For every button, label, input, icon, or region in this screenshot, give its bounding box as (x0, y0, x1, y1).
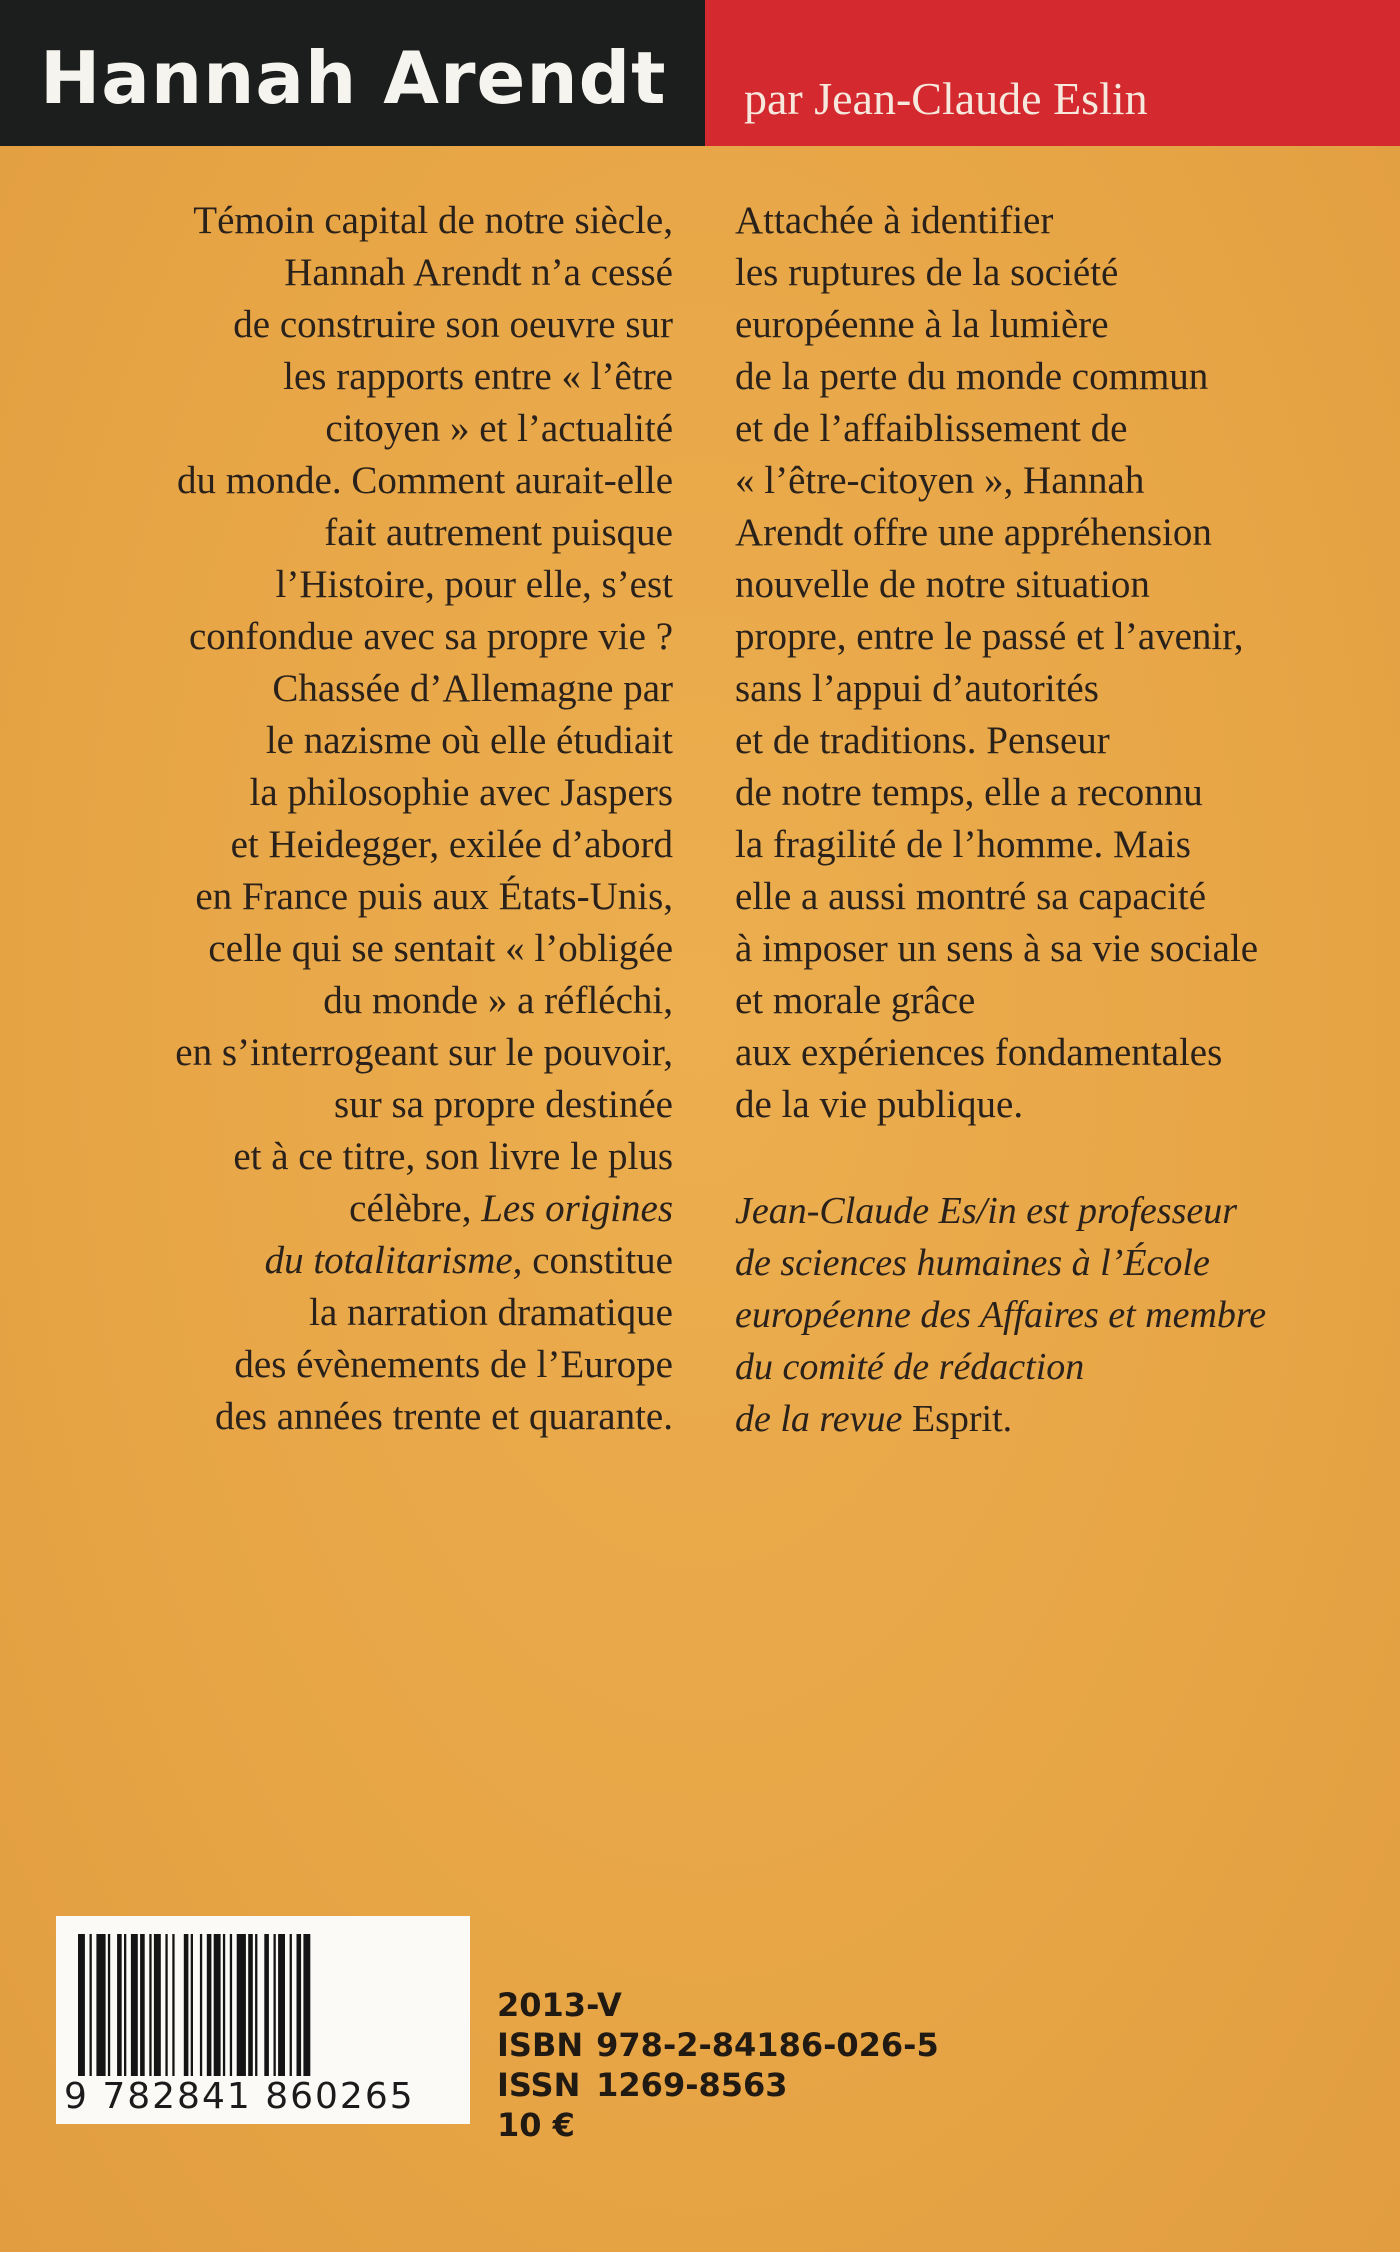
text-line: les rapports entre « l’être (283, 355, 673, 398)
text-line: sur sa propre destinée (334, 1083, 673, 1126)
barcode-label (56, 1916, 470, 2124)
barcode-bar (223, 1934, 225, 2076)
text-line: celle qui se sentait « l’obligée (208, 927, 673, 970)
bio-line: européenne des Affaires et membre (735, 1294, 1267, 1336)
text-fragment: constitue (522, 1239, 673, 1282)
text-line: en France puis aux États-Unis, (195, 875, 673, 918)
text-line: du monde. Comment aurait-elle (176, 459, 673, 502)
barcode-bar (140, 1934, 145, 2076)
text-line: de la perte du monde commun (735, 355, 1209, 398)
barcode-bar (90, 1934, 92, 2076)
text-line: Attachée à identifier (735, 199, 1054, 242)
bio-line: Jean-Claude Es/in est professeur (735, 1190, 1238, 1232)
issue-code: 2013-V (497, 1986, 622, 2024)
text-line: sans l’appui d’autorités (735, 667, 1099, 710)
text-line: Témoin capital de notre siècle, (193, 199, 673, 242)
barcode-bar (248, 1934, 253, 2076)
text-line: des évènements de l’Europe (234, 1343, 673, 1386)
barcode-bar (207, 1934, 212, 2076)
text-line: confondue avec sa propre vie ? (188, 615, 673, 658)
book-reference-title: du totalitarisme, (264, 1239, 523, 1282)
barcode-bar (78, 1934, 85, 2076)
barcode-bar (297, 1934, 302, 2076)
text-line: et de traditions. Penseur (735, 719, 1110, 762)
text-line: européenne à la lumière (735, 303, 1109, 346)
header-dark-block (0, 0, 705, 146)
text-line: du monde » a réfléchi, (323, 979, 673, 1022)
bio-line (735, 1393, 1375, 1445)
barcode-bar (200, 1934, 202, 2076)
barcode-bar (131, 1934, 138, 2076)
issn-label: ISSN (497, 2066, 581, 2104)
text-line: la narration dramatique (309, 1291, 673, 1334)
barcode-bar (117, 1934, 122, 2076)
header-band (0, 0, 1400, 146)
barcode-bar (255, 1934, 257, 2076)
isbn-value: 978-2-84186-026-5 (596, 2026, 939, 2064)
text-fragment: célèbre, (349, 1187, 482, 1230)
barcode-bar (172, 1934, 174, 2076)
text-line: et morale grâce (735, 979, 976, 1022)
text-line: la philosophie avec Jaspers (249, 771, 673, 814)
bio-line: du comité de rédaction (735, 1346, 1085, 1388)
isbn-line (497, 2025, 939, 2065)
issn-value: 1269-8563 (596, 2066, 788, 2104)
text-line: de la vie publique. (735, 1083, 1024, 1126)
text-line: des années trente et quarante. (214, 1395, 673, 1438)
text-line: aux expériences fondamentales (735, 1031, 1223, 1074)
text-line: Hannah Arendt n’a cessé (284, 251, 673, 294)
book-reference-title: Les origines (481, 1187, 673, 1230)
text-line: nouvelle de notre situation (735, 563, 1150, 606)
book-title: Hannah Arendt (40, 36, 667, 120)
text-line: citoyen » et l’actualité (325, 407, 673, 450)
text-line: la fragilité de l’homme. Mais (735, 823, 1191, 866)
bio-fragment: de la revue (735, 1398, 912, 1440)
barcode-bar (237, 1934, 246, 2076)
blurb-left-column (53, 195, 673, 1443)
text-line: de construire son oeuvre sur (233, 303, 673, 346)
barcode-digits: 9 782841 860265 (64, 2076, 415, 2117)
text-line: l’Histoire, pour elle, s’est (275, 563, 673, 606)
barcode-bar (124, 1934, 126, 2076)
barcode-bar (214, 1934, 221, 2076)
text-line: de notre temps, elle a reconnu (735, 771, 1203, 814)
barcode-bar (149, 1934, 151, 2076)
bio-line: de sciences humaines à l’École (735, 1242, 1210, 1284)
text-line: en s’interrogeant sur le pouvoir, (175, 1031, 673, 1074)
author-bio (735, 1185, 1375, 1445)
text-line: à imposer un sens à sa vie sociale (735, 927, 1259, 970)
publication-info (497, 1985, 939, 2145)
text-line (53, 1235, 673, 1287)
author-byline: par Jean-Claude Eslin (744, 73, 1148, 124)
text-line: et de l’affaiblissement de (735, 407, 1128, 450)
isbn-label: ISBN (497, 2026, 584, 2064)
barcode-bar (184, 1934, 189, 2076)
barcode-bar (230, 1934, 232, 2076)
text-line: les ruptures de la société (735, 251, 1119, 294)
barcode-bar (191, 1934, 193, 2076)
price: 10 € (497, 2106, 575, 2144)
text-line: Chassée d’Allemagne par (272, 667, 673, 710)
barcode-bar (290, 1934, 292, 2076)
barcode-bar (96, 1934, 105, 2076)
barcode-bar (303, 1934, 310, 2076)
text-line: propre, entre le passé et l’avenir, (735, 615, 1244, 658)
barcode-bar (165, 1934, 167, 2076)
text-line: et Heidegger, exilée d’abord (230, 823, 673, 866)
text-line: et à ce titre, son livre le plus (233, 1135, 673, 1178)
text-line: Arendt offre une appréhension (735, 511, 1212, 554)
text-line (53, 1183, 673, 1235)
text-line: fait autrement puisque (324, 511, 673, 554)
issn-line (497, 2065, 939, 2105)
text-line: « l’être-citoyen », Hannah (735, 459, 1145, 502)
blurb-right-column (735, 195, 1375, 1131)
barcode-bar (278, 1934, 285, 2076)
text-line: elle a aussi montré sa capacité (735, 875, 1207, 918)
barcode-bar (264, 1934, 269, 2076)
barcode-bar (274, 1934, 276, 2076)
journal-name: Esprit. (911, 1398, 1013, 1440)
barcode-bar (108, 1934, 110, 2076)
text-line: le nazisme où elle étudiait (265, 719, 673, 762)
barcode-bar (154, 1934, 161, 2076)
barcode-icon (78, 1934, 448, 2076)
